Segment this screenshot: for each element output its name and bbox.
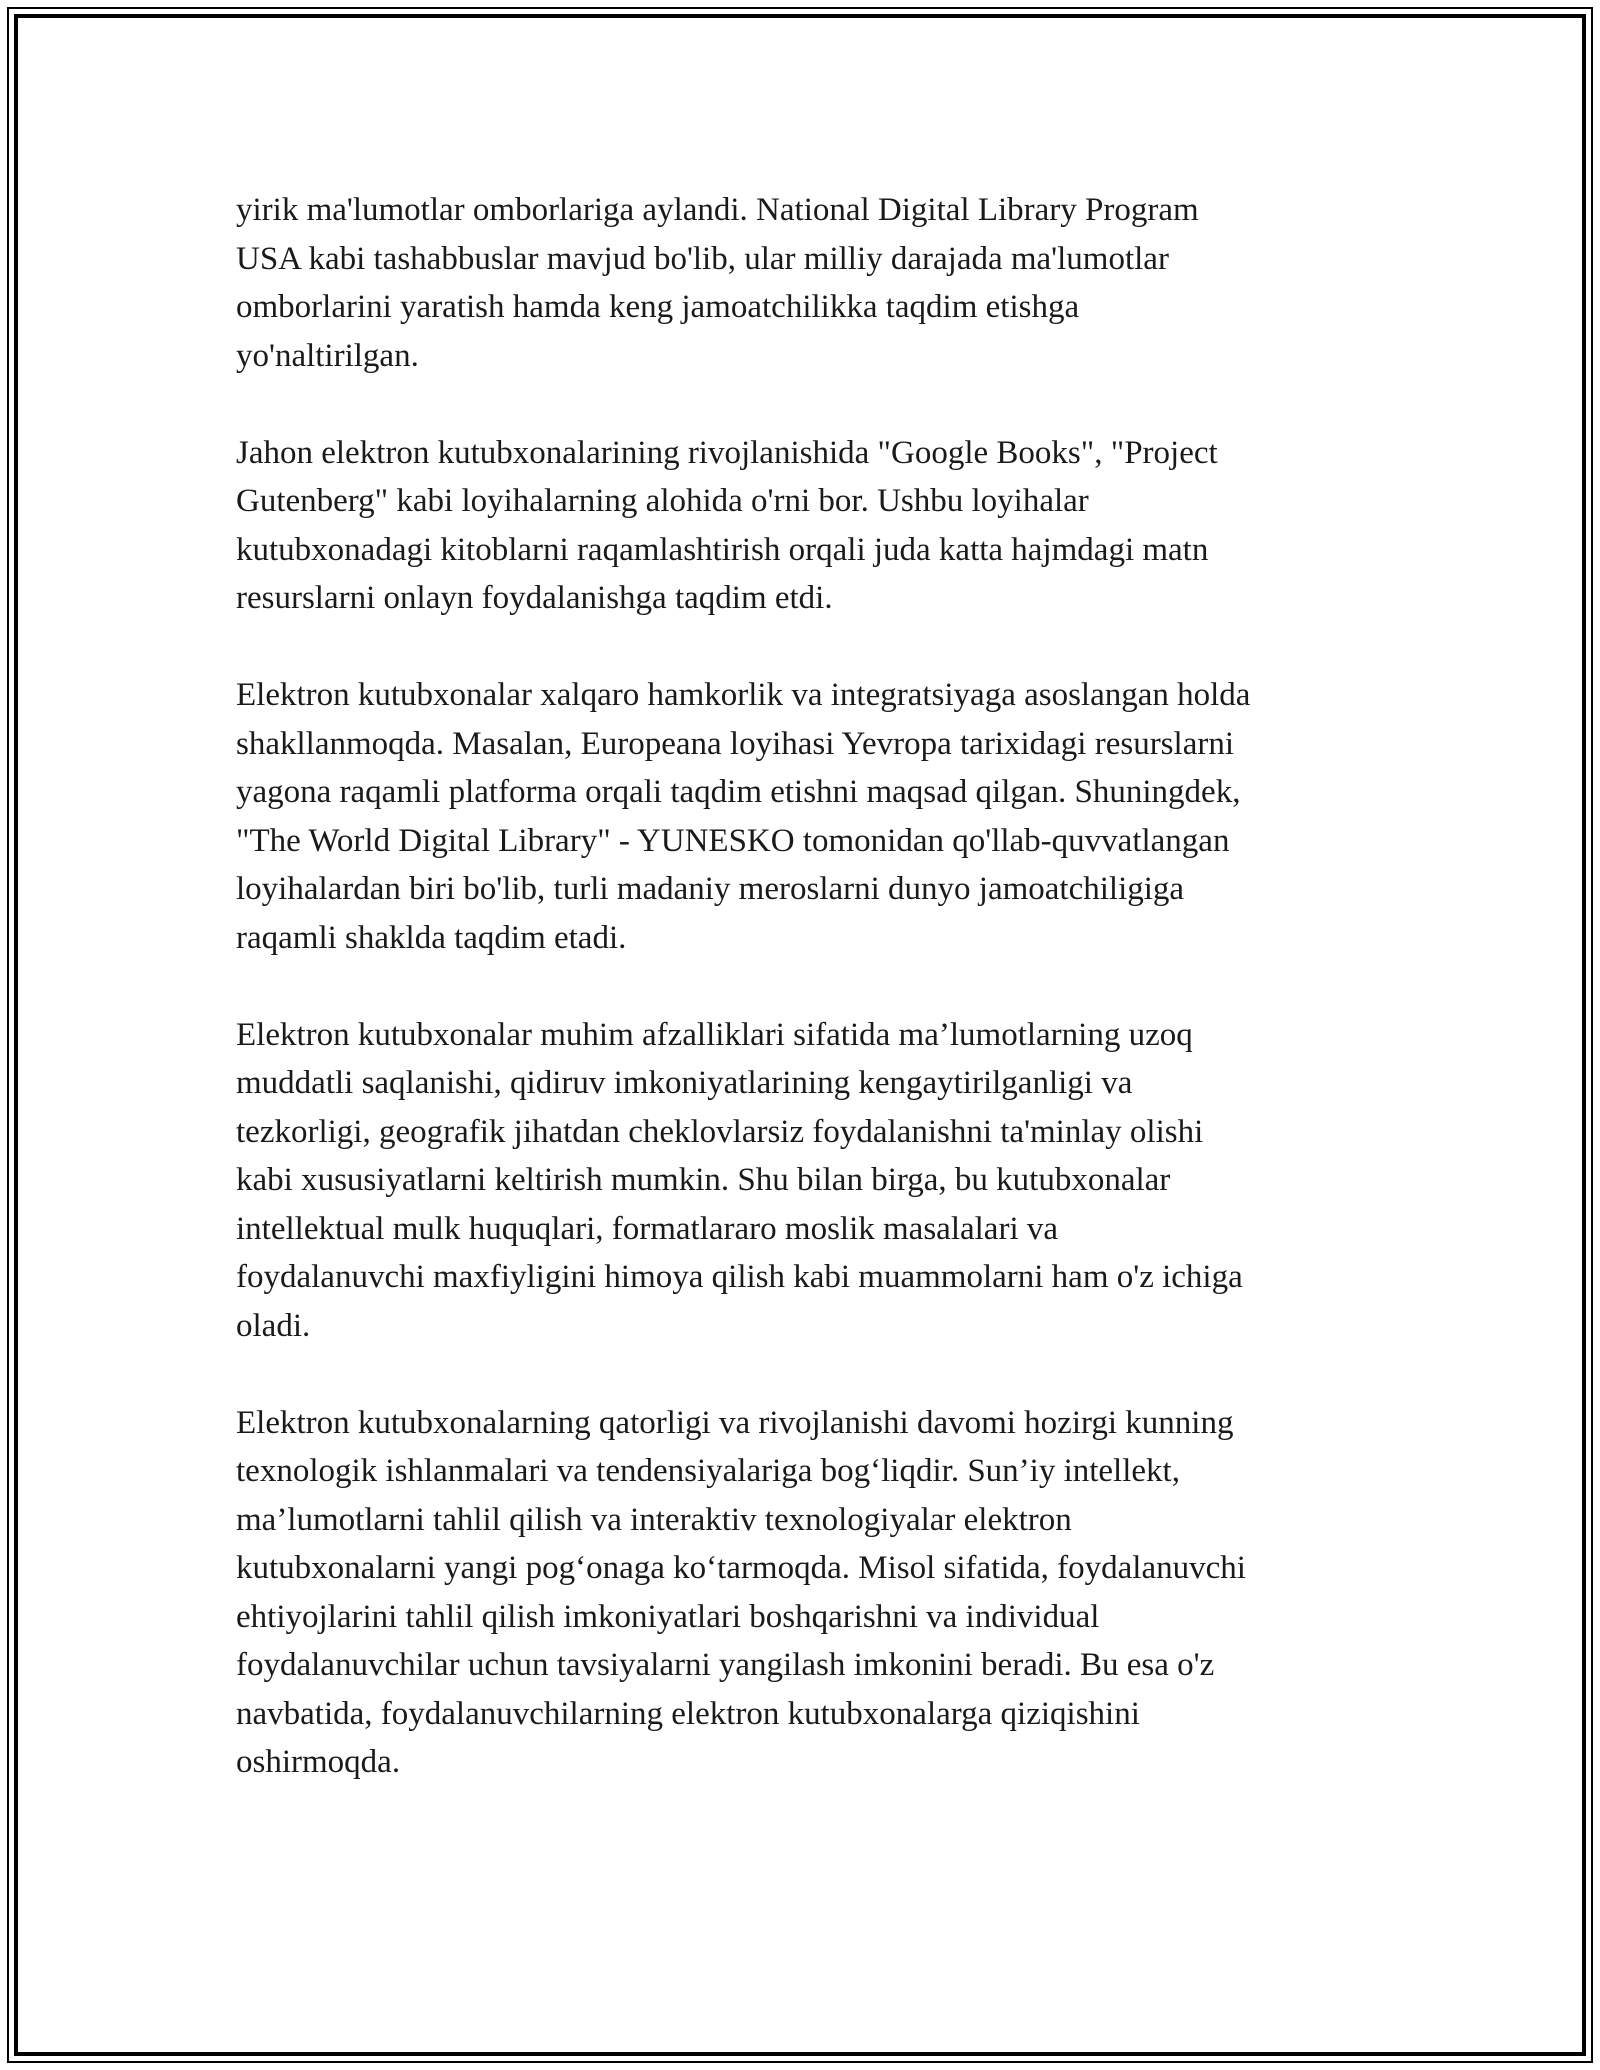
text-line: USA kabi tashabbuslar mavjud bo'lib, ular milliy darajada ma'lumotlar: [236, 240, 1169, 277]
text-line: loyihalardan biri bo'lib, turli madaniy meroslarni dunyo jamoatchiligiga: [236, 871, 1185, 907]
text-line: shakllanmoqda. Masalan, Europeana loyihasi Yevropa tarixidagi resurslarni: [236, 725, 1234, 762]
text-line: ma’lumotlarni tahlil qilish va interaktiv texnologiyalar elektron: [236, 1501, 1072, 1538]
paragraph-1: [236, 186, 1376, 380]
paragraph-3: [236, 671, 1376, 962]
text-line: yagona raqamli platforma orqali taqdim etishni maqsad qilgan. Shuningdek,: [236, 774, 1241, 810]
text-line: oshirmoqda.: [236, 1744, 401, 1780]
text-line: yo'naltirilgan.: [236, 337, 419, 374]
text-line: Elektron kutubxonalar xalqaro hamkorlik va integratsiyaga asoslangan holda: [236, 677, 1251, 713]
text-line: yirik ma'lumotlar omborlariga aylandi. National Digital Library Program: [236, 192, 1199, 228]
text-line: kutubxonalarni yangi pog‘onaga ko‘tarmoqda. Misol sifatida, foydalanuvchi: [236, 1550, 1246, 1586]
text-line: Elektron kutubxonalarning qatorligi va rivojlanishi davomi hozirgi kunning: [236, 1404, 1234, 1441]
text-line: raqamli shaklda taqdim etadi.: [236, 919, 627, 956]
text-line: navbatida, foydalanuvchilarning elektron kutubxonalarga qiziqishini: [236, 1695, 1140, 1732]
paragraph-5: [236, 1399, 1376, 1787]
text-line: texnologik ishlanmalari va tendensiyalariga bog‘liqdir. Sun’iy intellekt,: [236, 1453, 1180, 1489]
text-line: Elektron kutubxonalar muhim afzalliklari sifatida ma’lumotlarning uzoq: [236, 1016, 1193, 1053]
text-line: "The World Digital Library" - YUNESKO tomonidan qo'llab-quvvatlangan: [236, 822, 1230, 859]
text-line: kabi xususiyatlarni keltirish mumkin. Shu bilan birga, bu kutubxonalar: [236, 1162, 1171, 1198]
text-line: kutubxonadagi kitoblarni raqamlashtirish orqali juda katta hajmdagi matn: [236, 531, 1209, 568]
text-line: tezkorligi, geografik jihatdan cheklovlarsiz foydalanishni ta'minlay olishi: [236, 1113, 1204, 1150]
paragraph-2: [236, 429, 1376, 623]
paragraph-4: [236, 1011, 1376, 1351]
document-body: [236, 186, 1376, 1835]
text-line: intellektual mulk huquqlari, formatlararo moslik masalalari va: [236, 1210, 1059, 1247]
text-line: Jahon elektron kutubxonalarining rivojlanishida "Google Books", "Project: [236, 434, 1218, 471]
text-line: foydalanuvchi maxfiyligini himoya qilish kabi muammolarni ham o'z ichiga: [236, 1259, 1243, 1295]
text-line: resurslarni onlayn foydalanishga taqdim etdi.: [236, 580, 833, 616]
text-line: ehtiyojlarini tahlil qilish imkoniyatlari boshqarishni va individual: [236, 1598, 1100, 1635]
text-line: oladi.: [236, 1307, 311, 1344]
text-line: Gutenberg" kabi loyihalarning alohida o'rni bor. Ushbu loyihalar: [236, 483, 1089, 519]
text-line: omborlarini yaratish hamda keng jamoatchilikka taqdim etishga: [236, 289, 1080, 325]
text-line: foydalanuvchilar uchun tavsiyalarni yangilash imkonini beradi. Bu esa o'z: [236, 1647, 1215, 1683]
text-line: muddatli saqlanishi, qidiruv imkoniyatlarining kengaytirilganligi va: [236, 1065, 1133, 1101]
